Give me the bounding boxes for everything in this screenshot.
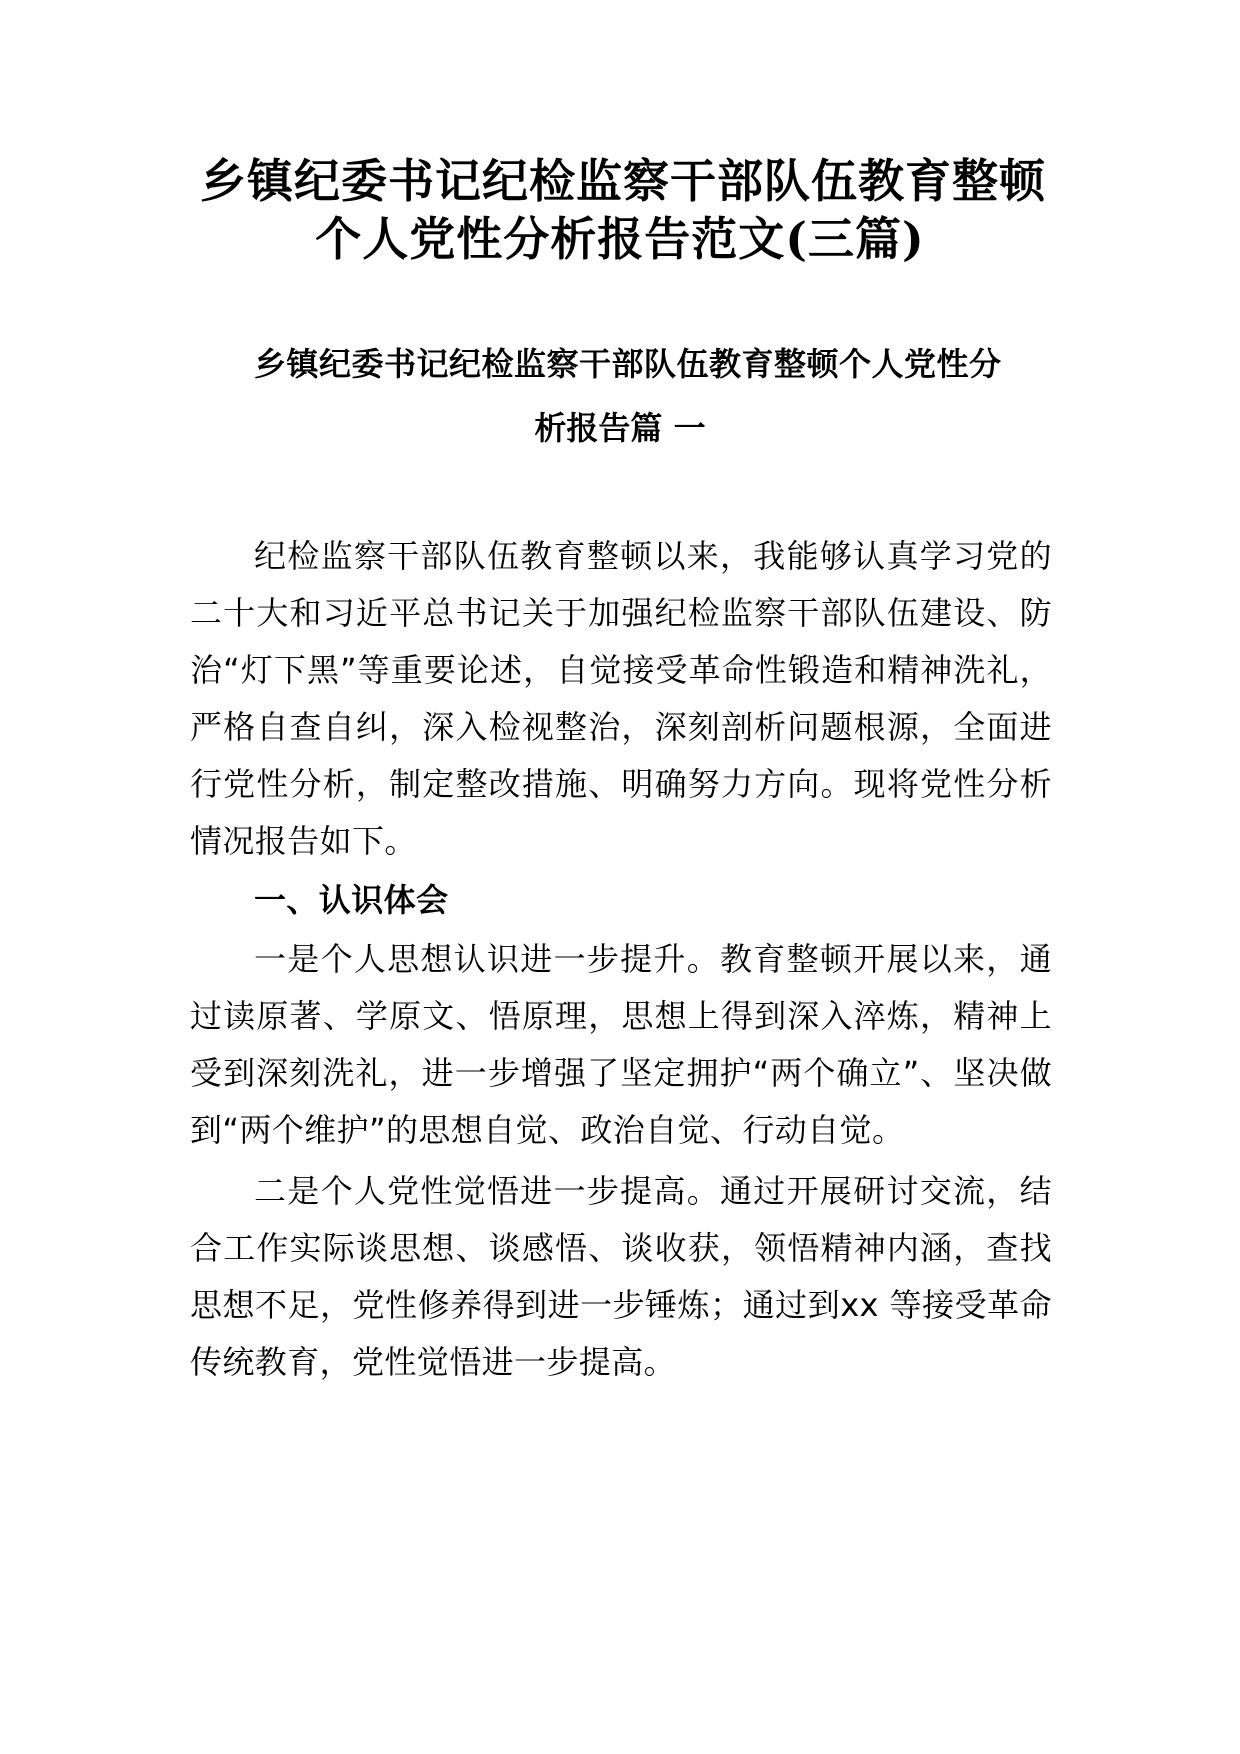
section-title bbox=[190, 332, 1050, 460]
document-title bbox=[200, 152, 1046, 268]
section-title-line2: 析报告篇 一 bbox=[534, 409, 706, 447]
document-title-line2: 个人党性分析报告范文(三篇) bbox=[315, 212, 925, 266]
intro-paragraph: 纪检监察干部队伍教育整顿以来，我能够认真学习党的二十大和习近平总书记关于加强纪检监察干部队伍建设、防治“灯下黑”等重要论述，自觉接受革命性锻造和精神洗礼，严格自查自纠，深入检视整治，深刻剖析问题根源，全面进行党性分析，制定整改措施、明确努力方向。现将党性分析情况报告如下。 bbox=[190, 537, 1052, 860]
document-body bbox=[190, 528, 1052, 1391]
section-title-line1: 乡镇纪委书记纪检监察干部队伍教育整顿个人党性分 bbox=[254, 345, 1002, 383]
section-heading-understanding: 一、认识体会 bbox=[254, 881, 449, 919]
document-title-line1: 乡镇纪委书记纪检监察干部队伍教育整顿 bbox=[200, 154, 1046, 208]
paragraph-party-spirit: 二是个人党性觉悟进一步提高。通过开展研讨交流，结合工作实际谈思想、谈感悟、谈收获，领悟精神内涵，查找思想不足，党性修养得到进一步锤炼；通过到xx 等接受革命传统教育，党性觉悟进一步提高。 bbox=[190, 1172, 1052, 1381]
paragraph-thought: 一是个人思想认识进一步提升。教育整顿开展以来，通过读原著、学原文、悟原理，思想上得到深入淬炼，精神上受到深刻洗礼，进一步增强了坚定拥护“两个确立”、坚决做到“两个维护”的思想自觉、政治自觉、行动自觉。 bbox=[190, 940, 1052, 1149]
